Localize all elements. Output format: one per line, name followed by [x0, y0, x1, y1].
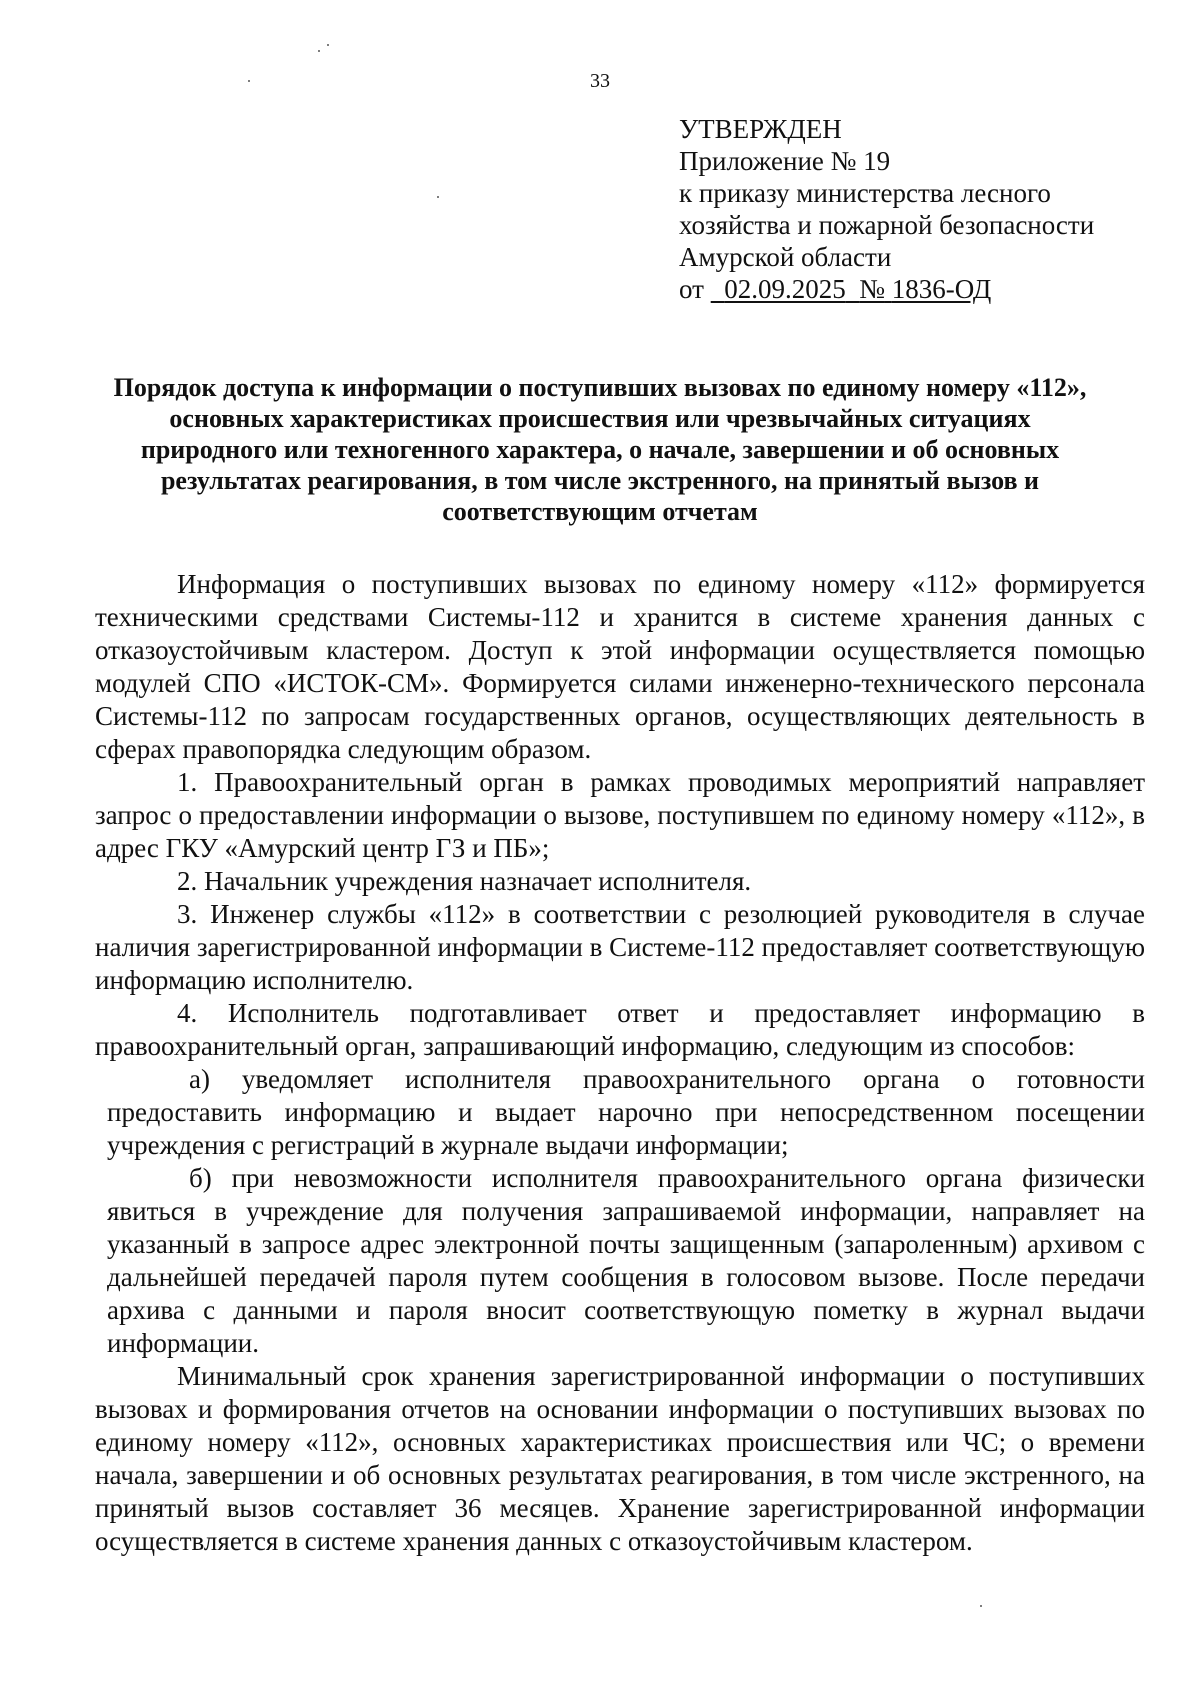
intro-paragraph: Информация о поступивших вызовах по единому номеру «112» формируется техническими средствами Системы-112 и хранится в системе хранения данных с отказоустойчивым кластером. Доступ к этой информации осуществляется помощью модулей СПО «ИСТОК-СМ». Формируется силами инженерно-технического персонала Системы-112 по запросам государственных органов, осуществляющих деятельность в сферах правопорядка следующим образом.: [95, 569, 1145, 764]
sub-item-b: б) при невозможности исполнителя правоохранительного органа физически явиться в учреждение для получения запрашиваемой информации, направляет на указанный в запросе адрес электронной почты защищенным (запароленным) архивом с дальнейшей передачей пароля путем сообщения в голосовом вызове. После передачи архива с данными и пароля вносит соответствующую пометку в журнал выдачи информации.: [107, 1163, 1145, 1358]
list-item-3: 3. Инженер службы «112» в соответствии с резолюцией руководителя в случае наличия зарегистрированной информации в Системе-112 предоставляет соответствующую информацию исполнителю.: [95, 899, 1145, 995]
scan-speck: [437, 196, 439, 198]
approval-stamp: [679, 113, 1149, 305]
scan-speck: [980, 1605, 982, 1607]
order-date: 02.09.2025: [724, 274, 846, 304]
sub-item-a: а) уведомляет исполнителя правоохранительного органа о готовности предоставить информацию и выдает нарочно при непосредственном посещении учреждения с регистраций в журнале выдачи информации;: [107, 1064, 1145, 1160]
approval-order-line: к приказу министерства лесного: [679, 178, 1051, 208]
list-item-2: 2. Начальник учреждения назначает исполнителя.: [177, 866, 752, 896]
date-prefix: от: [679, 274, 704, 304]
approval-region-line: Амурской области: [679, 242, 892, 272]
page-number: 33: [590, 70, 610, 92]
list-item-4: 4. Исполнитель подготавливает ответ и предоставляет информацию в правоохранительный орган, запрашивающий информацию, следующим из способов:: [95, 998, 1145, 1061]
storage-paragraph: Минимальный срок хранения зарегистрированной информации о поступивших вызовах и формирования отчетов на основании информации о поступивших вызовах по единому номеру «112», основных характеристиках происшествия или ЧС; о времени начала, завершении и об основных результатах реагирования, в том числе экстренного, на принятый вызов составляет 36 месяцев. Хранение зарегистрированной информации осуществляется в системе хранения данных с отказоустойчивым кластером.: [95, 1361, 1145, 1556]
document-body: [95, 568, 1145, 1558]
order-number: № 1836-ОД: [859, 274, 992, 304]
scan-speck: [318, 50, 320, 52]
approval-ministry-line: хозяйства и пожарной безопасности: [679, 210, 1095, 240]
list-item-1: 1. Правоохранительный орган в рамках проводимых мероприятий направляет запрос о предоставлении информации о вызове, поступившем по единому номеру «112», в адрес ГКУ «Амурский центр ГЗ и ПБ»;: [95, 767, 1145, 863]
document-title: Порядок доступа к информации о поступивших вызовах по единому номеру «112», основных характеристиках происшествия или чрезвычайных ситуациях природного или техногенного характера, о начале, завершении и об основных результатах реагирования, в том числе экстренного, на принятый вызов и соответствующим отчетам: [113, 373, 1087, 526]
approval-date-line: [679, 273, 1149, 305]
scan-speck: [327, 44, 329, 46]
approval-heading: УТВЕРЖДЕН: [679, 114, 842, 144]
approval-appendix: Приложение № 19: [679, 146, 891, 176]
